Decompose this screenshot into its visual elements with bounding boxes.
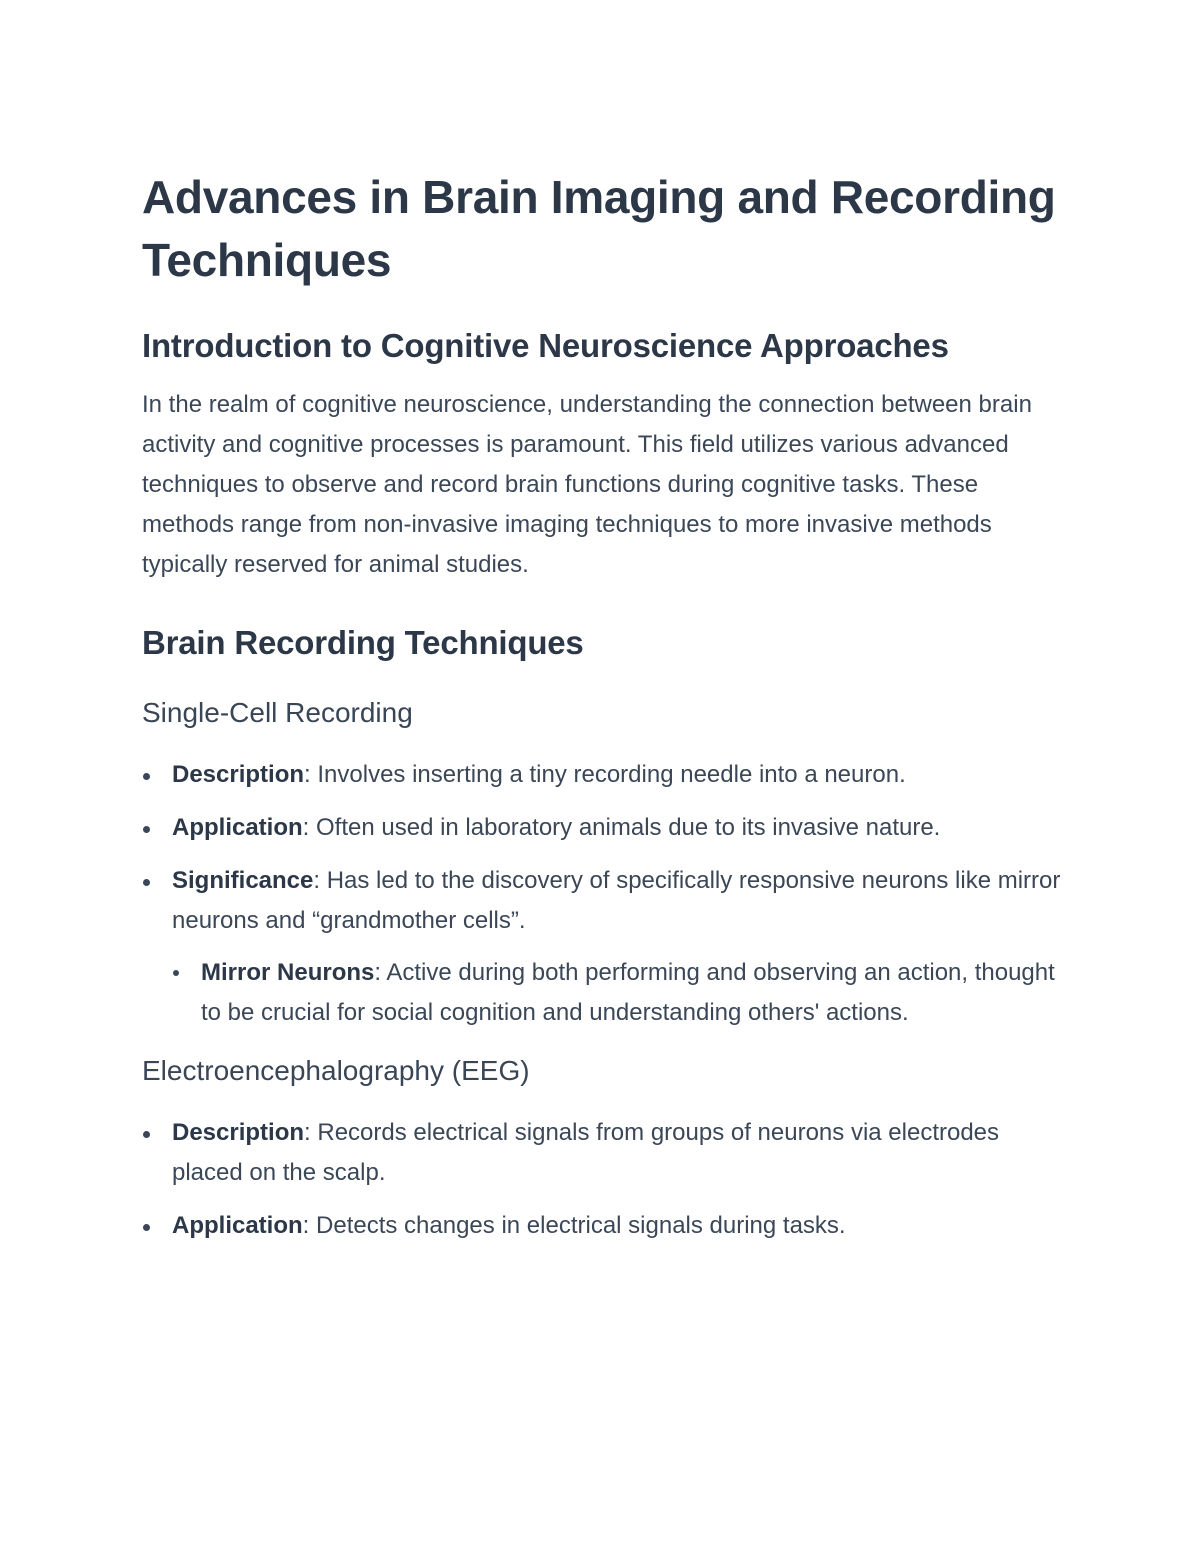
list-item-text: : Has led to the discovery of specifically responsive neurons like mirror neurons and “grandmother cells”. <box>172 867 1061 934</box>
list-item-term: Significance <box>172 867 314 894</box>
recording-techniques-heading: Brain Recording Techniques <box>142 624 584 661</box>
single-cell-list <box>142 755 1072 1033</box>
list-item <box>142 1113 1072 1193</box>
intro-heading: Introduction to Cognitive Neuroscience Approaches <box>142 327 949 364</box>
list-item <box>142 1206 1072 1246</box>
list-item-text: : Active during both performing and observing an action, thought to be crucial for social cognition and understanding others' actions. <box>201 959 1055 1026</box>
list-item-term: Description <box>172 761 305 788</box>
list-item-term: Application <box>172 814 303 841</box>
nested-list <box>172 953 1072 1033</box>
eeg-heading: Electroencephalography (EEG) <box>142 1055 530 1086</box>
document-page <box>142 166 1072 1259</box>
list-item-term: Application <box>172 1212 303 1239</box>
intro-paragraph: In the realm of cognitive neuroscience, understanding the connection between brain activity and cognitive processes is paramount. This field utilizes various advanced techniques to observe and record brain functions during cognitive tasks. These methods range from non-invasive imaging techniques to more invasive methods typically reserved for animal studies. <box>142 391 1032 578</box>
eeg-list <box>142 1113 1072 1246</box>
list-item-text: : Detects changes in electrical signals during tasks. <box>302 1212 846 1239</box>
list-item-term: Mirror Neurons <box>201 959 375 986</box>
list-item-text: : Records electrical signals from groups of neurons via electrodes placed on the scalp. <box>172 1119 1000 1186</box>
list-item-text: : Involves inserting a tiny recording needle into a neuron. <box>304 761 906 788</box>
list-item <box>142 755 1072 795</box>
list-item-text: : Often used in laboratory animals due to its invasive nature. <box>302 814 941 841</box>
list-item-term: Description <box>172 1119 305 1146</box>
single-cell-heading: Single-Cell Recording <box>142 697 413 728</box>
list-item <box>142 861 1072 1033</box>
nested-list-item <box>172 953 1072 1033</box>
list-item <box>142 808 1072 848</box>
document-title: Advances in Brain Imaging and Recording Techniques <box>142 171 1056 286</box>
